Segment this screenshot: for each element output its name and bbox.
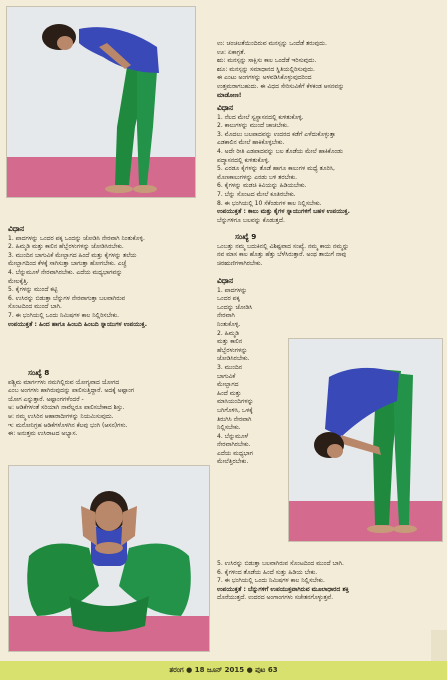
text-line: ಮೊಣಕಾಲುಗಳನ್ನು ಎರಡು ಬಳಿ ತರಬೇಕು. [217,173,298,181]
text-line: ನಿಲ್ಲಿಸಬೇಕು. [217,424,241,432]
pose-figure-3 [289,339,442,541]
text-line: ಎಡಕಾಲಿನ ಮೇಲೆ ಹಾಕಿಕೊಳ್ಳಬೇಕು. [217,139,285,147]
section-heading-vidhana: ವಿಧಾನ [8,224,25,233]
text-line: 3. ಮುಂದಿನ [217,363,243,371]
text-line: ಇ: ಮನೋನಿಗ್ರಹ ಆಡಿಕೆಗಳೊಳಗಿನ ಕೆಲವು ಭಂಗಿ (ಆಸನ)ಗಳು. [8,421,128,429]
text-line: 8. ಈ ಭಂಗಿಯಲ್ಲಿ 10 ಸೆಕೆಂಡುಗಳ ಕಾಲ ನಿಲ್ಲಿಸಬೇಕು. [217,199,322,207]
text-line: ಒಂಬತ್ತು ನಮ್ಮ ಬದುಕಿನಲ್ಲಿ ವಿಶಿಷ್ಟವಾದ ಸಂಖ್ಯೆ. ನಮ್ಮ ಕಾಯ ನಮ್ಮನ್ನು [217,242,349,250]
text-line: 5. ಕೈಗಳನ್ನು ಮುಂದೆ ಕಟ್ಟಿ [8,286,58,294]
text-line: ಚಿರಋಣಿಗಳಾಗಿರಬೇಕು. [217,259,263,267]
text-line: ನಿಂತುಕೊಳ್ಳಿ. [217,320,241,328]
text-line: 7. ಈ ಭಂಗಿಯಲ್ಲಿ ಒಂದು ನಿಮಿಷಗಳ ಕಾಲ ನಿಲ್ಲಿಸಬೇಕು. [217,577,325,585]
text-line: ಊ: ಏಕಾಗ್ರತೆ. [217,48,246,56]
section-heading-sankhye-9: ಸಂಖ್ಯೆ 9 [235,232,257,241]
benefit-line: ಉಪಯುಕ್ತತೆ : ಕಾಲು ಮತ್ತು ಕೈಗಳ ಸ್ನಾಯುಗಳಿಗೆ ಬಹಳ ಉಪಯುಕ್ತ. [217,208,350,216]
text-line: ಪಶ್ಚಿಮ ಮಾರ್ಗಗಳು ನಮಗಿಲ್ಲಿರುವ ಯೋಗ್ಯವಾದ ಯೋಗದ [8,378,120,386]
text-line: ಹಿಂದೆ ಮತ್ತು [217,389,242,397]
text-line: ಹೆಬ್ಬೆರಳುಗಳನ್ನು [217,346,248,354]
text-line: ಒಂದನ್ನು ಜೋಡಿಸಿ [217,303,253,311]
text-line: ಈ ಎಂಟು ಅಂಗಗಳನ್ನು ಅಳವಡಿಸಿಕೊಳ್ಳುವುದರಿಂದ [217,74,312,82]
pose-figure-1 [7,7,195,197]
text-line: ಪದ್ಮಾಸನದಲ್ಲಿ ಕುಳಿತುಕೊಳ್ಳಿ. [217,156,270,164]
text-line: ಬಾಗುವಿಕೆ [217,372,236,380]
text-line: 5. ಉಸಿರನ್ನು ಬಿಡುತ್ತಾ ಬಲವಾಗಿರುವ ಸೊಂಟದಿಂದ ಮುಂದೆ ಬಾಗಿ. [217,560,344,567]
text-line: ಜೋಡಿಸಿರಬೇಕು. [217,355,250,363]
text-line: ಮೇಲ್ಭಾಗದಿಂದ ಕೆಳಕ್ಕೆ ಸಾಗಿಸುತ್ತಾ ಬಾಗುತ್ತಾ ಹೋಗಬೇಕು. ಎಚ್ಚೆ [8,260,127,268]
text-line: 2. ಹಿಮ್ಮಡಿ ಮತ್ತು ಕಾಲಿನ ಹೆಬ್ಬೆರಳುಗಳನ್ನು ಜೋಡಿಸಿರಬೇಕು. [8,243,124,251]
benefit-line: ದೊರೆಯುತ್ತದೆ. ಉದರದ ಅಂಗಾಂಗಗಳು ಸಚೇತನಗೊಳ್ಳುತ್ತವೆ. [217,594,334,602]
text-line: ಋ: ಮನಸ್ಸನ್ನು ಸಾಕ್ಷಿಸು ಕಾಲ ಒಂದೆಡೆ ಇರಿಸುವುದು. [217,57,317,65]
text-line: ಮತ್ತು ಕಾಲಿನ [217,338,243,346]
text-line: ಒಂದರ ಪಕ್ಕ [217,295,240,303]
text-line: 7. ಈ ಭಂಗಿಯಲ್ಲಿ ಒಂದು ನಿಮಿಷಗಳ ಕಾಲ ನಿಲ್ಲಿರಿಸಬೇಕು. [8,311,120,319]
benefit-line: ಬೆನ್ನುಗಳಿಗೂ ಬಲವನ್ನು ಕೊಡುತ್ತದೆ. [217,216,285,224]
text-line: ನವ ಮಾಸ ಕಾಲ ಹೊತ್ತು ಹೆತ್ತು ಬೆಳೆಸಿರುತ್ತಾರೆ. ಅಂಥ ತಾಯಿಗೆ ನಾವು [217,251,347,259]
text-line: ಸೊಂಟದಿಂದ ಮುಂದೆ ಬಾಗಿ. [8,303,62,311]
text-line: 5. ಎರಡೂ ಕೈಗಳನ್ನು ತೊಡೆ ಹಾಗೂ ಕಾಲುಗಳ ಮಧ್ಯೆ ತೂರಿಸಿ, [217,165,335,173]
text-line: 6. ಕೈಗಳಿಂದ ತೊಡೆಯ ಹಿಂದೆ ಸುತ್ತು ಹಿಡಿಯ ಬೇಕು. [217,568,318,576]
text-line: ನೇರವಾಗಿರಬೇಕು. [217,441,251,449]
text-line: ಮೇಲಕ್ಕೆತ್ತಿ. [8,277,29,285]
text-line: 7. ಬೆನ್ನು ಸೊಂಟದ ಮೇಲೆ ಕೂತಿರಬೇಕು. [217,190,296,198]
section-heading-vidhana: ವಿಧಾನ [217,276,234,285]
page-footer: ತರಂಗ ● 18 ಜೂನ್ 2015 ● ಪುಟ 63 [0,661,447,680]
section-heading-vidhana: ವಿಧಾನ [217,103,234,112]
benefit-line: ಉಪಯುಕ್ತತೆ : ಹಿಂದ ಹಾಗೂ ಹಿಂಬದಿ ಹಿಂಬದಿ ಸ್ನಾಯುಗಳ ಉಪಯುಕ್ತ. [8,320,148,328]
text-line: 3. ಮುಂದಿನ ಬಾಗುವಿಕೆ ಮೇಲ್ಭಾಗದ ಹಿಂದೆ ಮತ್ತು ಕೈಗಳನ್ನು ತಲೆಯ [8,251,137,259]
text-line: 1. ಪಾದಗಳನ್ನು ಒಂದರ ಪಕ್ಕ ಒಂದನ್ನು ಜೋಡಿಸಿ ನೇರವಾಗಿ ನಿಂತುಕೊಳ್ಳಿ. [8,234,145,242]
text-line: ಆ: ನಮ್ಮ ಉಸಿರಿನ ಆಹಾರಾದೀಗಳನ್ನು ನಿಯಮಿಸುವುದು. [8,412,114,420]
photo-standing-forward-bend [6,6,196,198]
text-line: 4. ಬೆನ್ನುಮೂಳೆ [217,432,249,440]
text-line: ಮೇಲೆತ್ತಿರಬೇಕು. [217,458,249,466]
text-line: ೠ: ಮನಸ್ಸನ್ನು ಸಮಾಧಾನದ ಸ್ಥಿತಿಯಲ್ಲಿರಿಸುವುದು. [217,65,315,73]
text-line: ಮಾಡೋಣ! [217,91,242,99]
text-line: 3. ಮೊದಲು ಬಲಪಾದವನ್ನು ಉದರದ ಕಡೆಗೆ ಎಳೆದುಕೊಳ್ಳುತ್ತಾ [217,130,336,138]
text-line: ಈ: ಅನುತ್ತಮ ಉಸಿರಾಟದ ಅಭ್ಯಾಸ. [8,430,78,438]
text-line: 4. ಬೆನ್ನುಮೂಳೆ ನೇರವಾಗಿರಬೇಕು. ಎದೆಯ ಮಧ್ಯಭಾಗವನ್ನು [8,268,123,276]
text-line: 6. ಕೈಗಳನ್ನು ಮಡಚಿ ಕಿವಿಯನ್ನು ಹಿಡಿಯಬೇಕು. [217,182,307,190]
text-line: ಅ: ಆಡಿಕೆಗಳಂತೆ ಸರಿಯಾಗಿ ನಾವೆಲ್ಲರೂ ಪಾಲಿಸಬೇಕಾದ ಶಿಸ್ತು. [8,404,125,412]
text-line: ಬಗಿಗೊಳಿಸಿ, ಒಳಕ್ಕೆ [217,406,253,414]
text-line: 1. ಪಾದಗಳನ್ನು [217,286,248,294]
text-line: ಎದೆಯ ಮಧ್ಯಭಾಗ [217,449,253,457]
pose-figure-2 [9,466,209,651]
text-line: 6. ಉಸಿರನ್ನು ಬಿಡುತ್ತಾ ಬೆನ್ನುಗಳ ನೇರವಾಗುತ್ತಾ ಬಲವಾಗಿರುವ [8,294,126,302]
text-line: ಎಂಬ ಅಂಗಗಳು ಹಾಗಿರುವುದನ್ನು ಪಾಲಿಸುತ್ತಿದ್ದಾರೆ. ಅದಕ್ಕೆ ಅಷ್ಟಾಂಗ [8,387,135,395]
text-line: ಉತ್ತಮರಾಗಬಹುದು. ಈ ವಿಧದ ಸೇರಿಸುವಿಕೆಗೆ ಕೆಳಕಂಡ ಆಸನವನ್ನು [217,82,345,90]
text-line: 1. ನೆಲದ ಮೇಲೆ ಸ್ವಸ್ಥಾಸನದಲ್ಲಿ ಕುಳಿತುಕೊಳ್ಳಿ. [217,113,304,121]
text-line: 2. ಕಾಲುಗಳನ್ನು ಮುಂದೆ ಚಾಚಬೇಕು. [217,122,289,130]
photo-standing-leg-hold [288,338,443,542]
text-line: 4. ಅದೇ ರೀತಿ ಎಡಪಾದವನ್ನು ಬಲ ತೊಡೆಯ ಮೇಲೆ ಹಾಕಿಕೊಂಡು [217,147,343,155]
section-heading-sankhye-8: ಸಂಖ್ಯೆ 8 [28,368,50,377]
text-line: ನೇರವಾಗಿ [217,312,235,320]
benefit-line: ಉಪಯುಕ್ತತೆ : ಬೆನ್ನುಗಳಿಗೆ ಉಪಯುಕ್ತವಾಗಿರುವ ಮೂಲಾಧಾರದ ಶಕ್ತಿ [217,585,349,593]
text-line: ಮಾಸಿಯಂದಿಗಳನ್ನು [217,398,254,406]
photo-lotus-ear-hold [8,465,210,652]
text-line: ಮೇಲ್ಭಾಗದ [217,381,239,389]
text-line: ತಿರುಗಿಸಿ ನೇರವಾಗಿ [217,415,252,423]
text-line: 2. ಹಿಮ್ಮಡಿ [217,329,240,337]
text-line: ಯೋಗ ಎನ್ನುತ್ತಾರೆ. ಅಷ್ಟಾಂಗಗಳೆಂದರೆ - [8,395,84,403]
text-line: ಉ: ಚಂಚಲತೆಯಿಂದಿರುವ ಮನಸ್ಸನ್ನು ಒಂದೆಡೆ ತರುವುದು. [217,40,327,47]
